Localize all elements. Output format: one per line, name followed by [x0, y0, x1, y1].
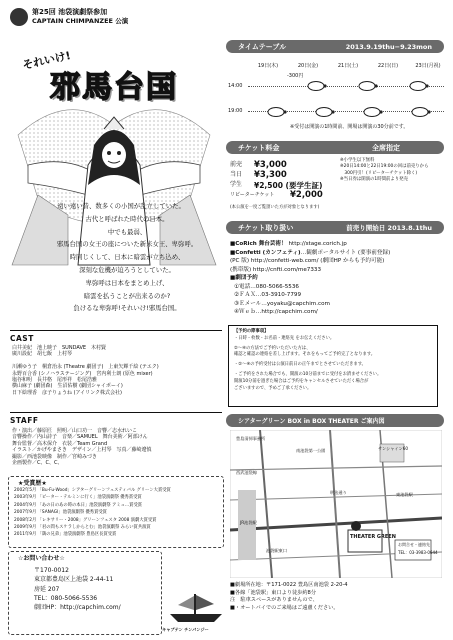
venue-access: ■・オートバイでのご来場はご遠慮ください。: [230, 604, 339, 611]
contact-tel[interactable]: TEL：080-5066-5536: [34, 594, 98, 602]
venue-access: ■各線「池袋駅」東口より徒歩約8分: [230, 589, 317, 596]
notice-line: ございますので、予めご了承ください。: [234, 385, 312, 391]
matinee-row: [290, 80, 444, 91]
venue-info: [230, 582, 348, 612]
synopsis-line: 邪馬台国の女王の座についた新米女王、卑弥呼。: [56, 240, 198, 249]
ticket-price-header: [226, 141, 444, 154]
award-line: 2009年9月 「君の問もスケラしからとむ」池袋演劇祭 みらい賞共演賞: [14, 525, 151, 531]
theater-sign: THEATER GREEN: [350, 534, 396, 540]
price-label: リピーターチケット: [230, 191, 275, 198]
price-label: 学生: [230, 181, 243, 189]
ticket-sales-header: [226, 221, 444, 234]
day-header: 23日(月祝): [415, 63, 441, 69]
troupe-logo-text: キャプテン チンパンジー: [162, 627, 209, 632]
price-note-line: 300円引！(リピーターチケット除く): [340, 170, 418, 176]
timetable-period: 2013.9.19thu−9.23mon: [345, 42, 432, 51]
staff-heading: STAFF: [10, 416, 39, 425]
timetable-note: ※受付は開演の1時間前、開場は開演の30分前です。: [290, 124, 409, 130]
confetti-label: ■Confetti (カンフェティ): [230, 249, 301, 256]
price-value: ¥3,300: [254, 170, 287, 180]
synopsis: [32, 200, 222, 315]
cast-list: [12, 345, 227, 396]
staff-line: 音響操作／内山詩子 音楽／SAMUEL 舞台美術／阿部けん: [12, 434, 148, 441]
reservation-web[interactable]: ④Ｗｅｂ…http://capchim.com/: [234, 309, 318, 315]
price-note-line: ※当日券は開演の1時間前より発売: [340, 177, 408, 183]
confetti-pc-link[interactable]: (PC 版) http://confetti-web.com/ (劇団HP からも予約可能): [230, 258, 385, 264]
day-header: 22日(日): [377, 63, 399, 69]
staff-line: 舞台監督／高木保介 衣装／Team Grand: [12, 440, 108, 447]
cast-heading: CAST: [10, 334, 34, 343]
time-label: 19:00: [228, 108, 243, 114]
price-note-line: ※小学生以下無料: [340, 158, 375, 163]
reservation-email[interactable]: ③Ｅメール…yoyaku@capchim.com: [234, 300, 330, 307]
staff-bar: [10, 412, 222, 413]
day-header: 20日(金): [297, 63, 319, 69]
corich-label: ■CoRich 舞台芸術！: [230, 241, 287, 247]
performance-turtle-icon: [361, 106, 383, 117]
theater-contact-label: お問合せ・連絡先: [398, 542, 430, 547]
cast-line: 日下絵理香 彦子りょうね (アイリンク株式会社): [12, 389, 122, 396]
corich-link[interactable]: http://stage.corich.jp: [288, 241, 347, 247]
evening-row: [252, 106, 444, 117]
reservation-fax: ②ＦＡＸ…03-3910-7799: [234, 292, 302, 298]
venue-access: 注 駐車スペースがありませんので、: [230, 597, 318, 604]
price-value: ¥3,000: [254, 160, 287, 170]
notice-line: 開演10分前を過ぎた場合はご予約をキャンセルさせていただく場合が: [234, 378, 369, 384]
venue-address: ■劇場所在地：〒171-0022 豊島区南池袋 2-20-4: [230, 582, 348, 588]
performance-turtle-icon: [407, 80, 429, 91]
contact-info: [34, 566, 121, 612]
synopsis-line: 古代と呼ばれた時代の日本。: [85, 214, 169, 223]
day-header: 21日(土): [337, 63, 359, 69]
staff-line: 撮影／西池袋映像 制作／宮崎みづき: [12, 453, 97, 460]
festival-line: 第25回 池袋演劇祭参加: [32, 8, 108, 16]
awards-list: [14, 487, 220, 539]
day-header: 19日(木): [257, 63, 279, 69]
cast-line: 永野百合香 (シノハラステージング) 宮内利士朗 (原色 mixer): [12, 370, 153, 377]
synopsis-line: 深刻な危機が迫ろうとしていた。: [79, 265, 175, 274]
cast-bar: [10, 330, 222, 331]
troupe-line: CAPTAIN CHIMPANZEE 公演: [32, 17, 129, 25]
cast-line: 廣川設紀 胡七飯 上村琴: [12, 351, 73, 358]
seating-type: 全席指定: [372, 143, 400, 152]
award-line: 2011年9月 「鶏の兄弟」池袋演劇祭 豊島区長賞受賞: [14, 532, 117, 538]
notice-line: ・②～④の予約受付は公演日前日の正午までとさせていただきます。: [234, 362, 366, 368]
map-label: 東池袋駅: [396, 492, 413, 497]
map-label: サンシャイン60: [378, 446, 409, 451]
map-label: 西武池袋線: [236, 470, 257, 475]
performance-turtle-icon: [356, 80, 378, 91]
synopsis-line: 中でも最弱、: [107, 227, 147, 236]
price-value: ¥2,000: [290, 190, 323, 200]
notice-heading: 【予約の際事項】: [234, 329, 269, 334]
awards-heading: ★受賞歴★: [18, 480, 47, 487]
award-line: 2003年9月 「ピーター・テルミンに行く」池袋演劇祭 優秀賞受賞: [14, 495, 142, 501]
synopsis-line: 遠い遠い昔、数多くの小国が乱立していた。: [57, 202, 185, 210]
cast-line: 横山麻子 (劇団森) 生沼佑樹 (劇団シャイボーイ): [12, 383, 123, 390]
ticket-sales-heading: チケット取り扱い: [238, 223, 294, 232]
performance-turtle-icon: [409, 106, 431, 117]
price-label: 前売: [230, 161, 243, 169]
cast-line: 白井美紀 池上映子 SUNDAVE 木村賢: [12, 345, 107, 351]
price-value: ¥2,500 (要学生証): [254, 180, 323, 190]
day-headers: [252, 62, 444, 69]
staff-line: 企画製作／C、C、C、: [12, 460, 63, 467]
synopsis-line: 時同じくして、日本に暗雲が立ち込め、: [69, 253, 185, 262]
contact-address2: 房延 207: [34, 585, 60, 593]
staff-list: [12, 428, 227, 466]
timetable-heading: タイムテーブル: [238, 42, 287, 51]
title-prefix: それいけ!: [21, 49, 72, 72]
notice-line: ・日時・枚数・お名前・連絡先 をお伝えください。: [234, 335, 335, 341]
map-label: JR池袋駅: [240, 520, 257, 525]
festival-logo: [10, 8, 28, 26]
cast-line: 塩谷和明 長井格 尾形祥 松尾浩雅: [12, 377, 98, 384]
performance-turtle-icon: [265, 106, 287, 117]
staff-line: イラスト／かげやまさき デザイン／上村琴 写真／藤崎遼慎: [12, 447, 152, 454]
notice-line: 確認と確認の連絡を差し上げます。それをもってご予約完了となります。: [234, 352, 376, 358]
troupe-reservation-label: ■劇団予約: [230, 275, 258, 281]
price-note-line: ※20日14:00と22日19:00の回は前売りから: [340, 164, 429, 170]
price-table: [230, 160, 350, 200]
synopsis-line: 暗雲を払うことが出来るのか?: [83, 291, 171, 300]
contact-heading: ☆お問い合わせ☆: [18, 555, 65, 562]
price-label: 当日: [230, 171, 243, 179]
contact-web[interactable]: 劇団HP：http://capchim.com/: [34, 604, 121, 612]
confetti-desc: …観劇ポータルサイト (要事前登録): [300, 249, 391, 256]
price-note: -300円: [287, 73, 304, 79]
synopsis-line: 負けるな卑弥呼!それいけ!邪馬台国。: [73, 304, 181, 313]
time-label: 14:00: [228, 83, 243, 89]
venue-header: [226, 414, 444, 427]
performance-turtle-icon: [305, 80, 327, 91]
confetti-mobile-link[interactable]: (携帯版) http://cnfti.com/me7333: [230, 266, 322, 273]
contact-postal: 〒170-0012: [34, 567, 69, 574]
notice-line: ②～④の方法でご予約いただいた方は、: [234, 345, 311, 351]
repeat-note: (本公演を一度ご覧頂いた方が対象となります): [230, 205, 320, 210]
performance-turtle-icon: [313, 106, 335, 117]
map-label: 豊島清掃事務所: [236, 436, 266, 441]
price-side-notes: [340, 158, 428, 184]
award-line: 2002年5月 「Bu-Fu-Wood」シアターグリーンフェスティバル グリーン大賞受賞: [14, 488, 171, 493]
cast-line: 川瀬ゆう子 桐倉治永 (Theatre 劇団子) 上東矢輝千絵 (テエク): [12, 364, 159, 371]
venue-heading: シアターグリーン BOX in BOX THEATER ご案内図: [238, 418, 385, 425]
timetable-header: [226, 40, 444, 53]
ship-logo-icon: [166, 590, 226, 626]
map-label: 明治通り: [330, 490, 347, 495]
page-title: 邪馬台国: [50, 70, 178, 105]
award-line: 2008年2月 「レキサリー・2008」グリーンフェスタ 2008 演劇大賞受賞: [14, 517, 157, 523]
map-label: 南池袋第一公園: [296, 448, 326, 453]
theater-phone[interactable]: TEL：03-3983-0644: [398, 550, 438, 555]
sales-start: 前売り開始日 2013.8.1thu: [346, 224, 432, 232]
notice-line: ・ご予約をされた場合でも、開演の10分前までに受付をお済ませください。: [234, 371, 382, 377]
award-line: 2004年9月 「あの日のあの時の本日」池袋演劇祭 アミュ…賞受賞: [14, 502, 143, 508]
award-line: 2007年9月 「SANAGI」池袋演劇祭 優秀賞受賞: [14, 510, 107, 516]
sales-info: [230, 240, 444, 317]
staff-line: 作・演出／藤原匠 照明／山口功一 音響／志水れいこ: [12, 428, 138, 434]
map-label: 池袋駅東口: [266, 548, 287, 553]
contact-address1: 東京都豊島区上池袋 2-44-11: [34, 576, 114, 584]
reservation-phone[interactable]: ①電話…080-5066-5536: [234, 283, 299, 290]
synopsis-line: 卑弥呼は日本をまとめ上げ、: [85, 278, 169, 287]
reservation-notice: [228, 325, 438, 407]
ticket-price-heading: チケット料金: [238, 143, 280, 152]
